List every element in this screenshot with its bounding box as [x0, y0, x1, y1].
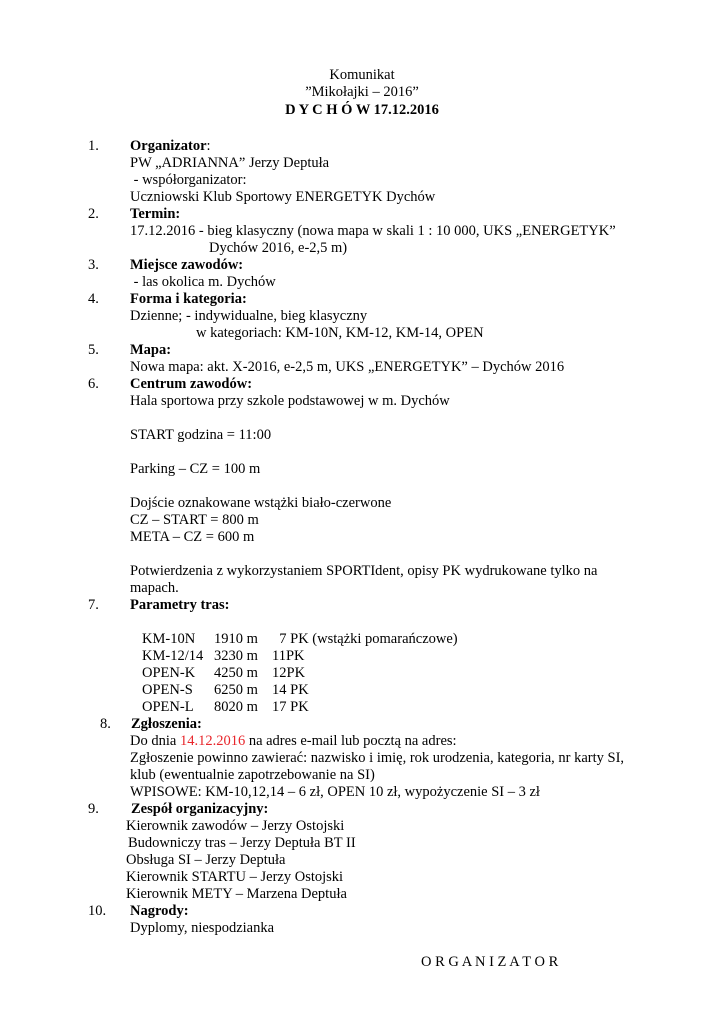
start-time: START godzina = 11:00: [130, 427, 272, 443]
route-row: [142, 699, 309, 716]
section-heading-center: Centrum zawodów:: [130, 376, 253, 392]
organizer-signature: O R G A N I Z A T O R: [421, 954, 559, 970]
organizer-name: PW „ADRIANNA” Jerzy Deptuła: [130, 155, 330, 171]
section-number: 7.: [88, 597, 99, 613]
section-heading-prizes: Nagrody:: [130, 903, 189, 919]
section-number: 1.: [88, 138, 99, 154]
section-heading-registration: Zgłoszenia:: [131, 716, 202, 732]
team-member: Obsługa SI – Jerzy Deptuła: [126, 852, 286, 868]
date-line-1: 17.12.2016 - bieg klasyczny (nowa mapa w skali 1 : 10 000, UKS „ENERGETYK”: [130, 223, 616, 239]
route-distance: 6250 m: [214, 682, 258, 698]
entry-fees: WPISOWE: KM-10,12,14 – 6 zł, OPEN 10 zł, wypożyczenie SI – 3 zł: [130, 784, 540, 800]
route-controls: 12PK: [272, 665, 306, 681]
section-number: 8.: [100, 716, 111, 732]
heading-text: Organizator: [130, 138, 207, 154]
date-line-2: Dychów 2016, e-2,5 m): [209, 240, 348, 256]
form-line-1: Dzienne; - indywidualne, bieg klasyczny: [130, 308, 368, 324]
venue-text: - las okolica m. Dychów: [130, 274, 276, 290]
route-distance: 8020 m: [214, 699, 258, 715]
registration-requirements-2: klub (ewentualnie zapotrzebowanie na SI): [130, 767, 375, 783]
section-number: 2.: [88, 206, 99, 222]
section-heading-venue: Miejsce zawodów:: [130, 257, 244, 273]
section-number: 6.: [88, 376, 99, 392]
section-heading-map: Mapa:: [130, 342, 172, 358]
deadline-suffix: na adres e-mail lub pocztą na adres:: [245, 733, 457, 749]
route-row: [142, 665, 305, 682]
form-line-2: w kategoriach: KM-10N, KM-12, KM-14, OPEN: [196, 325, 484, 341]
route-row: [142, 631, 458, 648]
finish-distance: META – CZ = 600 m: [130, 529, 255, 545]
header-title: D Y C H Ó W 17.12.2016: [285, 102, 439, 118]
team-member: Kierownik STARTU – Jerzy Ostojski: [126, 869, 344, 885]
punching-info-2: mapach.: [130, 580, 179, 596]
section-number: 10.: [88, 903, 107, 919]
route-row: [142, 648, 305, 665]
center-text: Hala sportowa przy szkole podstawowej w m. Dychów: [130, 393, 450, 409]
team-member: Kierownik METY – Marzena Deptuła: [126, 886, 347, 902]
deadline-prefix: Do dnia: [130, 733, 180, 749]
route-controls: 11PK: [272, 648, 305, 664]
team-member: Kierownik zawodów – Jerzy Ostojski: [126, 818, 345, 834]
punching-info-1: Potwierdzenia z wykorzystaniem SPORTIdent, opisy PK wydrukowane tylko na: [130, 563, 598, 579]
prizes-text: Dyplomy, niespodzianka: [130, 920, 275, 936]
section-number: 4.: [88, 291, 99, 307]
registration-requirements-1: Zgłoszenie powinno zawierać: nazwisko i imię, rok urodzenia, kategoria, nr karty SI,: [130, 750, 625, 766]
map-text: Nowa mapa: akt. X-2016, e-2,5 m, UKS „ENERGETYK” – Dychów 2016: [130, 359, 565, 375]
section-heading-form: Forma i kategoria:: [130, 291, 247, 307]
deadline-date: 14.12.2016: [179, 733, 246, 749]
co-organizer-label: - współorganizator:: [130, 172, 247, 188]
heading-colon: :: [206, 138, 211, 154]
route-category: OPEN-L: [142, 699, 194, 715]
header-line-1: Komunikat: [329, 67, 395, 83]
start-distance: CZ – START = 800 m: [130, 512, 259, 528]
route-controls: 7 PK (wstążki pomarańczowe): [272, 631, 458, 647]
route-category: KM-10N: [142, 631, 196, 647]
route-controls: 17 PK: [272, 699, 309, 715]
route-category: OPEN-S: [142, 682, 193, 698]
team-member: Budowniczy tras – Jerzy Deptuła BT II: [128, 835, 356, 851]
section-heading-routes: Parametry tras:: [130, 597, 230, 613]
section-number: 3.: [88, 257, 99, 273]
route-distance: 1910 m: [214, 631, 258, 647]
section-heading-team: Zespół organizacyjny:: [131, 801, 269, 817]
section-heading-organizer: [130, 138, 211, 155]
section-number: 5.: [88, 342, 99, 358]
co-organizer-name: Uczniowski Klub Sportowy ENERGETYK Dychów: [130, 189, 436, 205]
section-number: 9.: [88, 801, 99, 817]
route-marking: Dojście oznakowane wstążki biało-czerwone: [130, 495, 392, 511]
route-row: [142, 682, 309, 699]
route-distance: 4250 m: [214, 665, 258, 681]
header-line-2: ”Mikołajki – 2016”: [305, 84, 419, 100]
route-category: OPEN-K: [142, 665, 196, 681]
route-distance: 3230 m: [214, 648, 258, 664]
route-controls: 14 PK: [272, 682, 309, 698]
parking-distance: Parking – CZ = 100 m: [130, 461, 261, 477]
registration-deadline: [130, 733, 457, 750]
route-category: KM-12/14: [142, 648, 204, 664]
section-heading-date: Termin:: [130, 206, 181, 222]
